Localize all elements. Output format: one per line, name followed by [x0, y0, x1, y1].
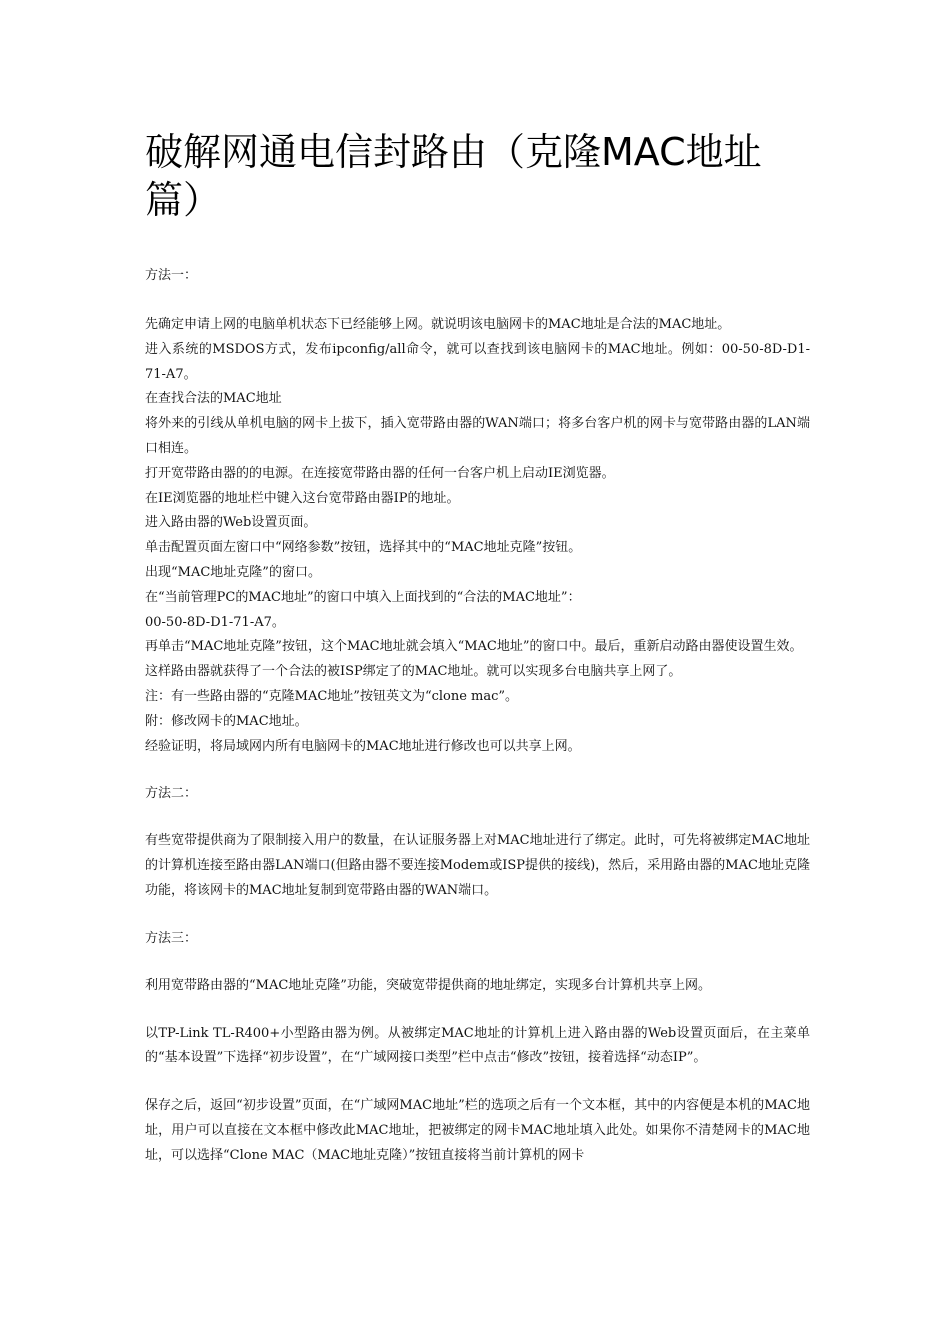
- method1-line: 00-50-8D-D1-71-A7。: [145, 614, 285, 630]
- document-title: 破解网通电信封路由（克隆MAC地址篇）: [145, 130, 762, 222]
- method3-paragraph: 保存之后，返回“初步设置”页面，在“广域网MAC地址”栏的选项之后有一个文本框，其中的内容便是本机的MAC地址，用户可以直接在文本框中修改此MAC地址，把被绑定的网卡MAC地址填入此处。如果你不清楚网卡的MAC地址，可以选择“Clone MAC（MAC地址克隆）”按钮直接将当前计算机的网卡: [145, 1098, 810, 1163]
- method3-paragraph: 以TP-Link TL-R400+小型路由器为例。从被绑定MAC地址的计算机上进入路由器的Web设置页面后，在主菜单的“基本设置”下选择“初步设置”，在“广域网接口类型”栏中点击“修改”按钮，接着选择“动态IP”。: [145, 1025, 810, 1066]
- method1-line: 在查找合法的MAC地址: [145, 391, 282, 407]
- method1-line: 在IE浏览器的地址栏中键入这台宽带路由器IP的地址。: [145, 490, 460, 506]
- method1-body: [145, 313, 810, 759]
- method1-heading: 方法一：: [145, 268, 198, 283]
- method1-line: 附：修改网卡的MAC地址。: [145, 713, 308, 729]
- method1-line: 再单击“MAC地址克隆”按钮，这个MAC地址就会填入“MAC地址”的窗口中。最后，重新启动路由器使设置生效。: [145, 639, 803, 655]
- method1-line: 经验证明，将局域网内所有电脑网卡的MAC地址进行修改也可以共享上网。: [145, 738, 581, 754]
- method1-line: 在“当前管理PC的MAC地址”的窗口中填入上面找到的“合法的MAC地址”：: [145, 589, 581, 605]
- method2-paragraph: 有些宽带提供商为了限制接入用户的数量，在认证服务器上对MAC地址进行了绑定。此时，可先将被绑定MAC地址的计算机连接至路由器LAN端口(但路由器不要连接Modem或ISP提供的接线)，然后，采用路由器的MAC地址克隆功能，将该网卡的MAC地址复制到宽带路由器的WAN端口。: [145, 833, 810, 898]
- method1-line: 打开宽带路由器的的电源。在连接宽带路由器的任何一台客户机上启动IE浏览器。: [145, 465, 615, 481]
- method1-line: 进入系统的MSDOS方式，发布ipconfig/all命令，就可以查找到该电脑网卡的MAC地址。例如：00-50-8D-D1-71-A7。: [145, 341, 810, 382]
- method1-line: 进入路由器的Web设置页面。: [145, 515, 317, 531]
- method1-line: 注：有一些路由器的“克隆MAC地址”按钮英文为“clone mac”。: [145, 688, 519, 704]
- method2-heading: 方法二：: [145, 786, 198, 802]
- spacer: [145, 1071, 810, 1094]
- spacer: [145, 999, 810, 1022]
- document-page: [145, 0, 810, 1169]
- method1-line: 这样路由器就获得了一个合法的被ISP绑定了的MAC地址。就可以实现多台电脑共享上网了。: [145, 664, 682, 680]
- method3-paragraph: 利用宽带路由器的“MAC地址克隆”功能，突破宽带提供商的地址绑定，实现多台计算机共享上网。: [145, 977, 711, 993]
- method1-line: 单击配置页面左窗口中“网络参数”按钮，选择其中的“MAC地址克隆”按钮。: [145, 540, 582, 556]
- spacer: [145, 224, 810, 264]
- spacer: [145, 951, 810, 974]
- method3-heading: 方法三：: [145, 930, 198, 946]
- spacer: [145, 288, 810, 313]
- spacer: [145, 904, 810, 927]
- method1-line: 先确定申请上网的电脑单机状态下已经能够上网。就说明该电脑网卡的MAC地址是合法的MAC地址。: [145, 317, 731, 332]
- spacer: [145, 759, 810, 782]
- spacer: [145, 806, 810, 829]
- method1-line: 出现“MAC地址克隆”的窗口。: [145, 564, 321, 580]
- method1-line: 将外来的引线从单机电脑的网卡上拔下，插入宽带路由器的WAN端口；将多台客户机的网卡与宽带路由器的LAN端口相连。: [145, 416, 810, 456]
